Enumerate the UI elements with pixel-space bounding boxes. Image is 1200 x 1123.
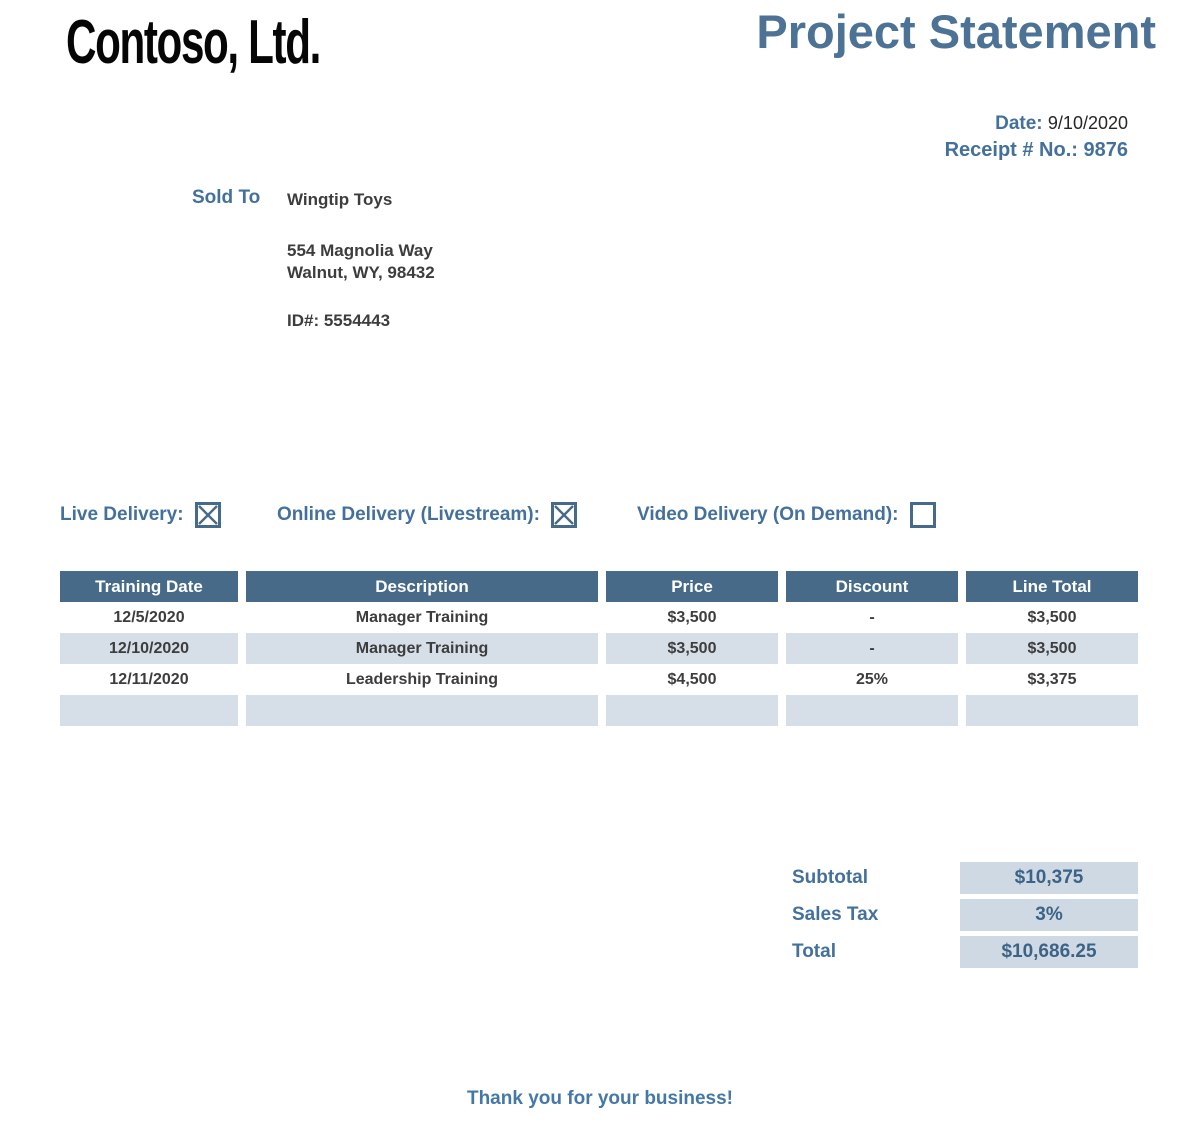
cell-discount: 25% — [786, 664, 958, 695]
delivery-option-video — [637, 502, 936, 528]
customer-block — [287, 190, 435, 331]
cell-training-date — [60, 695, 238, 726]
cell-discount: - — [786, 602, 958, 633]
total-row — [792, 936, 1138, 968]
online-delivery-label: Online Delivery (Livestream): — [277, 504, 540, 525]
total-label: Total — [792, 941, 836, 962]
receipt-line — [945, 137, 1128, 164]
cell-line-total: $3,375 — [966, 664, 1138, 695]
video-delivery-label: Video Delivery (On Demand): — [637, 504, 899, 525]
receipt-label: Receipt # No.: — [944, 139, 1078, 161]
header-training-date: Training Date — [60, 571, 238, 602]
sales-tax-row — [792, 899, 1138, 931]
cell-price: $3,500 — [606, 602, 778, 633]
date-line — [945, 110, 1128, 137]
cell-description: Manager Training — [246, 602, 598, 633]
subtotal-label: Subtotal — [792, 867, 868, 888]
thank-you-message: Thank you for your business! — [466, 1088, 734, 1109]
cell-training-date: 12/5/2020 — [60, 602, 238, 633]
company-name: Contoso, Ltd. — [66, 8, 320, 77]
cell-price — [606, 695, 778, 726]
cell-training-date: 12/11/2020 — [60, 664, 238, 695]
date-value: 9/10/2020 — [1047, 113, 1128, 133]
sales-tax-label: Sales Tax — [792, 904, 879, 925]
cell-training-date: 12/10/2020 — [60, 633, 238, 664]
cell-price: $3,500 — [606, 633, 778, 664]
cell-price: $4,500 — [606, 664, 778, 695]
live-delivery-checkbox[interactable] — [195, 502, 221, 528]
page-title: Project Statement — [756, 5, 1156, 58]
cell-description: Leadership Training — [246, 664, 598, 695]
header-line-total: Line Total — [966, 571, 1138, 602]
customer-address-line1: 554 Magnolia Way — [287, 241, 433, 260]
cell-line-total — [966, 695, 1138, 726]
line-items-table — [60, 571, 1138, 726]
cell-description — [246, 695, 598, 726]
cell-line-total: $3,500 — [966, 602, 1138, 633]
subtotal-value: $10,375 — [960, 862, 1138, 894]
cell-discount: - — [786, 633, 958, 664]
cell-line-total: $3,500 — [966, 633, 1138, 664]
delivery-option-live — [60, 502, 221, 528]
customer-id: ID#: 5554443 — [287, 311, 391, 330]
header-discount: Discount — [786, 571, 958, 602]
sales-tax-value: 3% — [960, 899, 1138, 931]
cell-discount — [786, 695, 958, 726]
delivery-option-online — [277, 502, 577, 528]
company-logo — [66, 10, 320, 75]
totals-block — [792, 862, 1138, 973]
online-delivery-checkbox[interactable] — [551, 502, 577, 528]
delivery-options-row — [0, 502, 1200, 532]
receipt-number: 9876 — [1083, 139, 1128, 161]
live-delivery-label: Live Delivery: — [60, 504, 184, 525]
video-delivery-checkbox[interactable] — [910, 502, 936, 528]
sold-to-label: Sold To — [192, 187, 261, 208]
total-value: $10,686.25 — [960, 936, 1138, 968]
subtotal-row — [792, 862, 1138, 894]
header-price: Price — [606, 571, 778, 602]
customer-address — [287, 240, 435, 284]
meta-block — [945, 110, 1128, 164]
cell-description: Manager Training — [246, 633, 598, 664]
customer-name: Wingtip Toys — [287, 190, 393, 209]
date-label: Date: — [995, 113, 1043, 134]
header-description: Description — [246, 571, 598, 602]
customer-address-line2: Walnut, WY, 98432 — [287, 263, 435, 282]
